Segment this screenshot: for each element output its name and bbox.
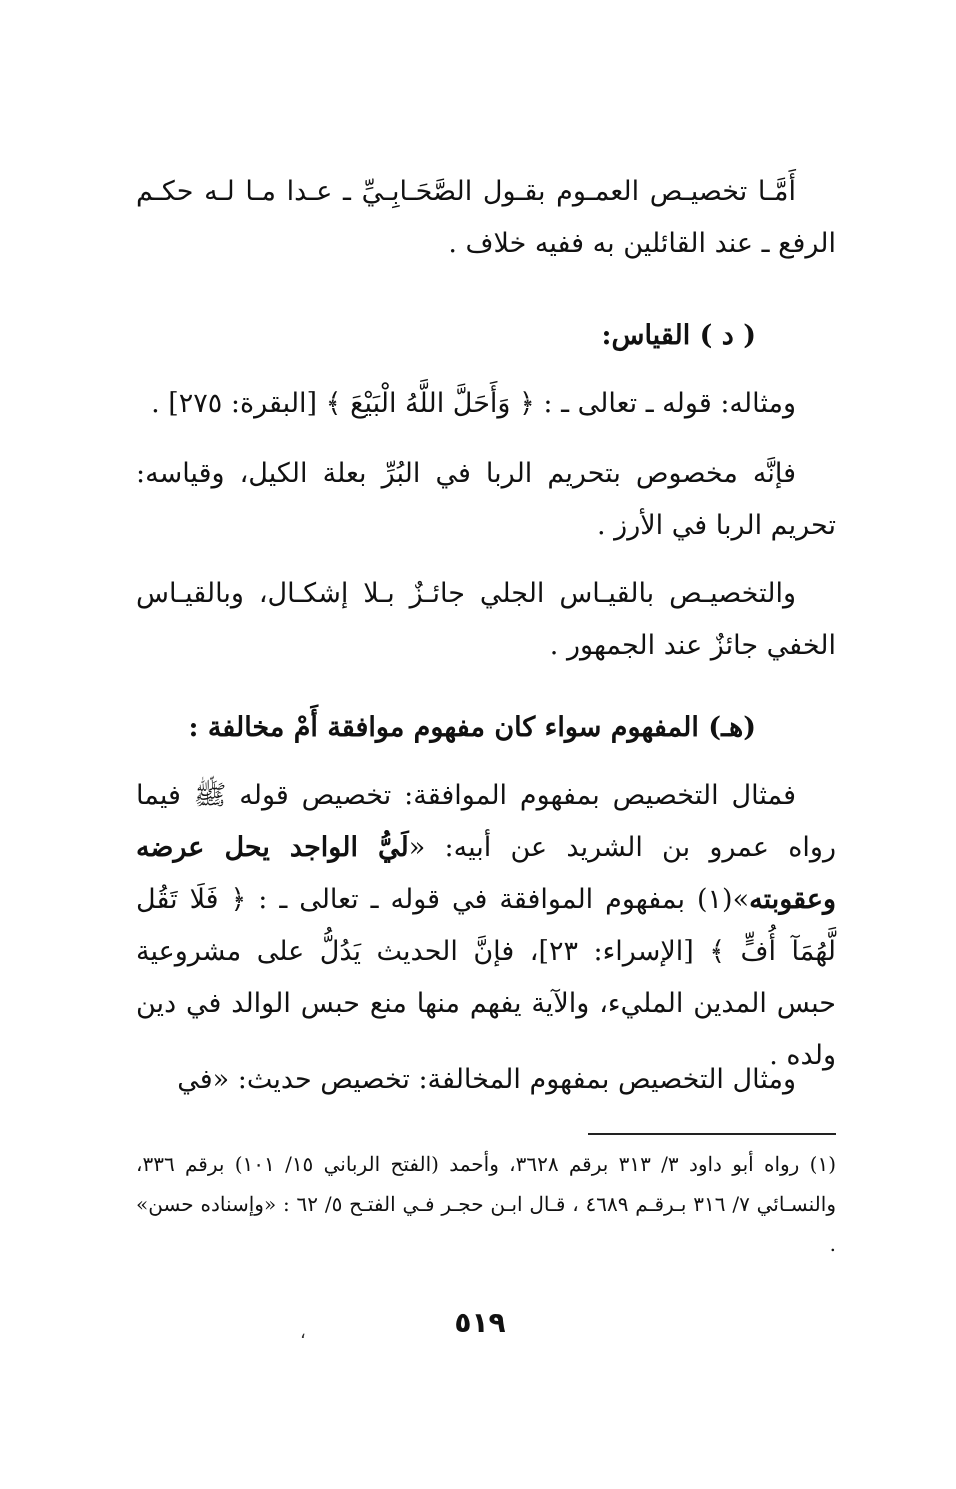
page-number: ٥١٩: [454, 1306, 506, 1339]
footnote-divider: [588, 1133, 836, 1135]
hadith-quote: لَيُّ الواجد يحل عرضه وعقوبته: [136, 832, 836, 915]
heading-analogy: ( د ) القياس:: [601, 320, 756, 351]
footnote-reference: »(١): [696, 884, 750, 915]
footnote-1: (١) رواه أبو داود ٣/ ٣١٣ برقم ٣٦٢٨، وأحمد (الفتح الرباني ١٥/ ١٠١) برقم ٣٣٦، والنسـائي ٧/ ٣١٦ بـرقـم ٤٦٨٩ ، قـال ابـن حجـر فـي الفتـح ٥/ ٦٢ : «وإسناده حسن» .: [136, 1152, 836, 1256]
paragraph-analogy-explanation: فإنَّه مخصوص بتحريم الربا في البُرِّ بعلة الكيل، وقياسه: تحريم الربا في الأرز .: [136, 458, 836, 541]
paragraph-analogy-example: ومثاله: قوله ـ تعالى ـ : ﴿ وَأَحَلَّ اللَّهُ الْبَيْعَ ﴾ [البقرة: ٢٧٥] .: [151, 388, 796, 419]
stray-mark: ،: [300, 1322, 306, 1343]
heading-implied-meaning: (هـ) المفهوم سواء كان مفهوم موافقة أَمْ مخالفة :: [188, 712, 756, 743]
paragraph-agreement-rest: بمفهوم الموافقة في قوله ـ تعالى ـ : ﴿ فَلَا تَقُل لَّهُمَآ أُفٍّ ﴾ [الإسراء: ٢٣]، فإنَّ الحديث يَدُلُّ على مشروعية حبس المدين المليء، والآية يفهم منها منع حبس الوالد في دين ولده .: [136, 884, 836, 1071]
paragraph-agreement-intro: فمثال التخصيص بمفهوم الموافقة: تخصيص قوله ﷺ فيما رواه عمرو بن الشريد عن أبيه: «: [136, 780, 836, 863]
paragraph-companion-opinion: أَمَّـا تخصيـص العمـوم بقـول الصَّحَـابِـيِّ ـ عـدا مـا لـه حكـم الرفع ـ عند القائلين به ففيه خلاف .: [136, 176, 836, 259]
paragraph-analogy-ruling: والتخصيـص بالقيـاس الجلي جائـزٌ بـلا إشكـال، وبالقيـاس الخفي جائزٌ عند الجمهور .: [136, 578, 836, 661]
paragraph-agreement-example: [136, 770, 836, 1082]
paragraph-contrary-example: ومثال التخصيص بمفهوم المخالفة: تخصيص حديث: «في: [177, 1064, 796, 1095]
